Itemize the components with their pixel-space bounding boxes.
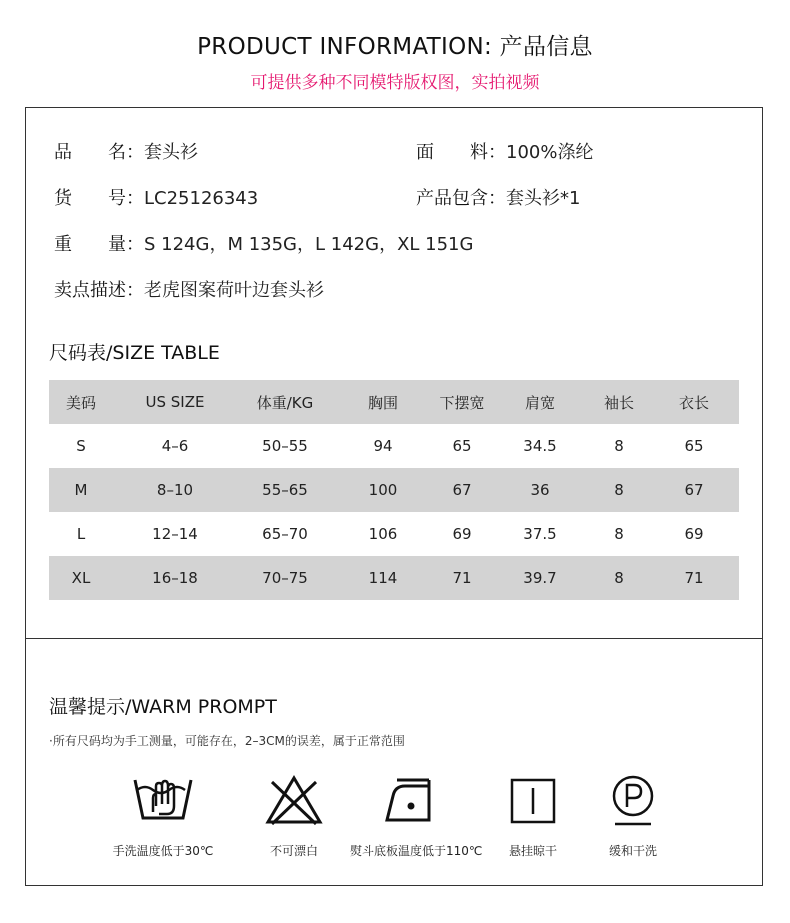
table-cell: 70–75 [237,556,333,600]
table-cell: 36 [491,468,589,512]
table-cell: 100 [333,468,433,512]
size-table-title: 尺码表/SIZE TABLE [49,342,220,364]
table-cell: 8 [589,468,649,512]
table-row [49,512,739,556]
header-cell: 体重/KG [237,380,333,424]
table-cell: 55–65 [237,468,333,512]
table-cell: 16–18 [113,556,237,600]
header-cell: 肩宽 [491,380,589,424]
care-item-hand-wash [98,772,228,858]
weight-value: S 124G，M 135G，L 142G，XL 151G [144,234,474,255]
table-cell: 67 [649,468,739,512]
selling-point-row [54,276,324,302]
weight-label: 重 量： [54,234,144,255]
table-cell: 4–6 [161,437,189,455]
sku-label: 货 号： [54,188,144,209]
care-label: 熨斗底板温度低于110℃ [350,844,483,858]
table-cell: 8–10 [113,468,237,512]
table-cell: M [49,468,113,512]
header-cell: 衣长 [649,380,739,424]
table-cell: L [76,525,86,543]
table-cell: S [76,437,86,455]
line-dry-icon [501,772,565,828]
iron-icon [383,772,447,828]
fabric-label: 面 料： [416,142,506,163]
table-cell: 39.7 [491,556,589,600]
table-cell: 71 [649,556,739,600]
product-name-label: 品 名： [54,142,144,163]
selling-point-value: 老虎图案荷叶边套头衫 [144,280,324,301]
section-divider [25,638,763,639]
table-cell: 67 [433,468,491,512]
table-cell: 34.5 [523,437,557,455]
header-cell: US SIZE [113,380,237,424]
table-row [49,424,739,468]
fabric-row [416,138,593,164]
table-cell: 37.5 [523,525,557,543]
care-label: 缓和干洗 [608,844,657,858]
table-row [49,468,739,512]
care-item-no-bleach [229,772,359,858]
table-cell: 94 [373,437,393,455]
table-row [49,556,739,600]
warm-prompt-title: 温馨提示/WARM PROMPT [49,696,277,718]
header-cell: 下摆宽 [433,380,491,424]
table-cell: 69 [684,525,704,543]
care-label: 不可漂白 [269,844,318,858]
weight-row [54,230,473,256]
table-cell: 8 [614,525,624,543]
no-bleach-icon [262,772,326,828]
table-cell: 69 [452,525,472,543]
dry-clean-p-icon [601,772,665,828]
header-cell: 胸围 [333,380,433,424]
fabric-value: 100%涤纶 [506,142,594,163]
care-item-dry-clean [568,772,698,858]
sku-value: LC25126343 [144,188,259,209]
contents-row [416,184,580,210]
care-item-iron [350,772,483,858]
table-cell: 65 [684,437,704,455]
table-cell: 65–70 [262,525,308,543]
table-cell: 50–55 [262,437,308,455]
size-table [49,380,739,600]
table-cell: 65 [452,437,472,455]
table-cell: 12–14 [152,525,198,543]
table-cell: 114 [333,556,433,600]
size-table-header-row [49,380,739,424]
table-cell: 71 [433,556,491,600]
header-cell: 袖长 [589,380,649,424]
product-name-value: 套头衫 [144,142,198,163]
contents-value: 套头衫*1 [506,188,581,209]
page-subtitle: 可提供多种不同模特版权图，实拍视频 [250,73,540,93]
product-name-row [54,138,198,164]
table-cell: 8 [589,556,649,600]
table-cell: 8 [614,437,624,455]
contents-label: 产品包含： [416,188,506,209]
measurement-note: ·所有尺码均为手工测量，可能存在，2–3CM的误差，属于正常范围 [49,734,405,748]
table-cell: 106 [368,525,398,543]
sku-row [54,184,258,210]
table-cell: XL [49,556,113,600]
selling-point-label: 卖点描述： [54,280,144,301]
header-cell: 美码 [49,380,113,424]
care-label: 手洗温度低于30℃ [112,844,214,858]
page-title: PRODUCT INFORMATION: 产品信息 [197,34,593,60]
hand-wash-icon [131,772,195,828]
care-label: 悬挂晾干 [508,844,557,858]
